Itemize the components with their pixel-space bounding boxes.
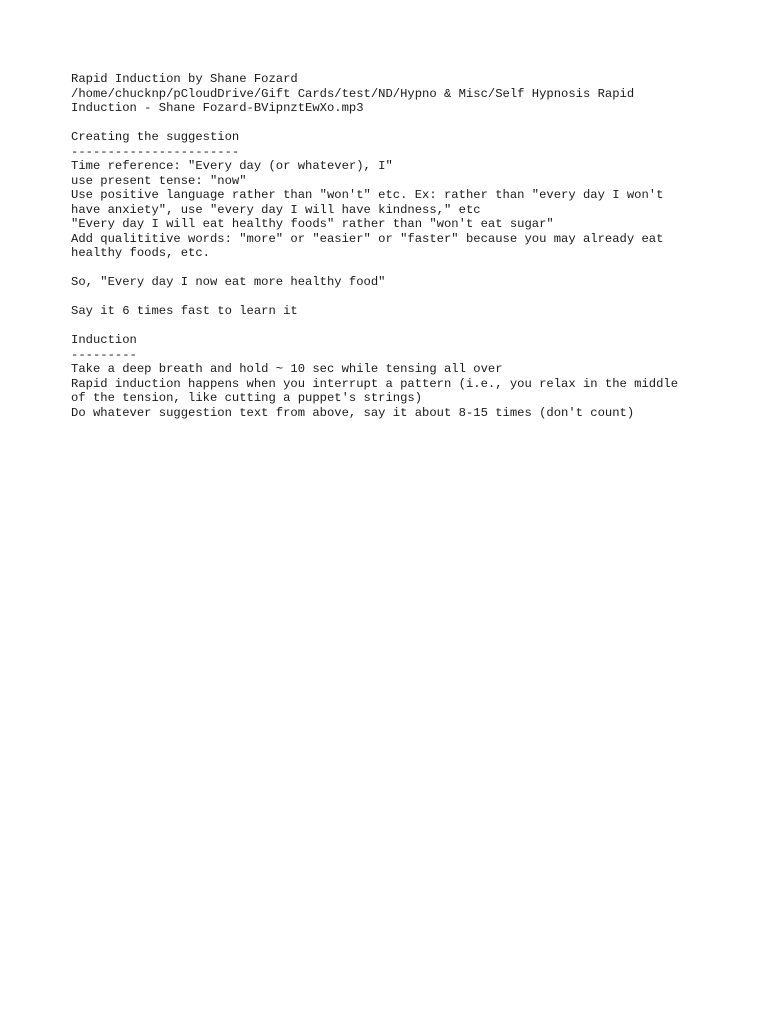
blank-line [71, 319, 731, 334]
blank-line [71, 290, 731, 305]
text-line: Use positive language rather than "won't" etc. Ex: rather than "every day I won't [71, 188, 664, 202]
text-line: Take a deep breath and hold ~ 10 sec while tensing all over [71, 362, 503, 376]
text-line: Do whatever suggestion text from above, say it about 8-15 times (don't count) [71, 405, 635, 420]
file-path-line-2: Induction - Shane Fozard-BVipnztEwXo.mp3 [71, 101, 364, 115]
text-line: Time reference: "Every day (or whatever), I" [71, 159, 393, 173]
text-line: use present tense: "now" [71, 173, 247, 188]
document-text [71, 72, 731, 420]
text-line: Rapid induction happens when you interrupt a pattern (i.e., you relax in the middle [71, 376, 679, 391]
document-title: Rapid Induction by Shane Fozard [71, 72, 298, 86]
file-path-line-1: /home/chucknp/pCloudDrive/Gift Cards/test/ND/Hypno & Misc/Self Hypnosis Rapid [71, 86, 635, 101]
induction-heading: Induction [71, 333, 137, 347]
text-line: healthy foods, etc. [71, 246, 210, 260]
text-line: "Every day I will eat healthy foods" rather than "won't eat sugar" [71, 217, 554, 231]
text-line: of the tension, like cutting a puppet's strings) [71, 391, 423, 405]
blank-line [71, 116, 731, 131]
suggestion-heading: Creating the suggestion [71, 130, 240, 144]
text-line: have anxiety", use "every day I will have kindness," etc [71, 202, 481, 217]
example-line: So, "Every day I now eat more healthy food" [71, 275, 386, 289]
blank-line [71, 261, 731, 276]
practice-line: Say it 6 times fast to learn it [71, 304, 298, 318]
text-line: Add qualititive words: "more" or "easier" or "faster" because you may already eat [71, 231, 664, 246]
suggestion-rule: ----------------------- [71, 144, 240, 159]
induction-rule: --------- [71, 347, 137, 362]
